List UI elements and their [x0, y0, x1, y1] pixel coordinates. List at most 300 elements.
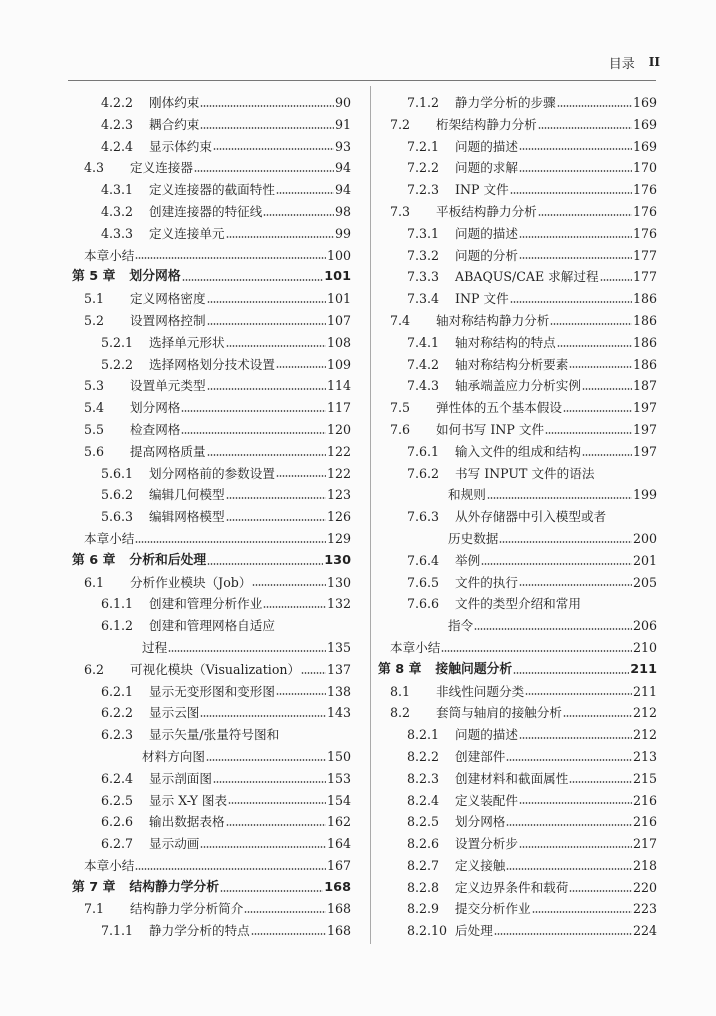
toc-entry-number: 8.1: [390, 683, 411, 699]
toc-entry-page: 186: [632, 356, 657, 372]
toc-entry-title: 套筒与轴肩的接触分析: [436, 705, 562, 721]
toc-entry[interactable]: [378, 441, 657, 463]
toc-entry[interactable]: [72, 354, 351, 376]
dot-leader: [207, 563, 323, 565]
dot-leader: [506, 824, 632, 826]
toc-entry[interactable]: [378, 484, 657, 506]
toc-entry[interactable]: [378, 92, 657, 114]
toc-entry-title: 设置网格控制: [130, 312, 206, 328]
toc-entry[interactable]: [72, 114, 351, 136]
toc-entry-page: 167: [326, 857, 351, 873]
toc-entry[interactable]: [378, 288, 657, 310]
toc-entry[interactable]: [72, 855, 351, 877]
toc-entry-page: 132: [326, 596, 351, 612]
toc-entry[interactable]: [72, 92, 351, 114]
toc-entry-number: 7.3: [390, 203, 411, 219]
toc-entry-page: 176: [632, 203, 657, 219]
toc-entry[interactable]: [72, 441, 351, 463]
toc-entry[interactable]: [378, 397, 657, 419]
toc-entry[interactable]: [378, 506, 657, 528]
toc-entry[interactable]: [378, 746, 657, 768]
toc-entry[interactable]: [378, 114, 657, 136]
dot-leader: [194, 170, 334, 172]
toc-entry-page: 215: [632, 770, 657, 786]
toc-entry[interactable]: [72, 310, 351, 332]
toc-entry-page: 211: [632, 683, 657, 699]
toc-entry[interactable]: [72, 659, 351, 681]
toc-entry[interactable]: [378, 179, 657, 201]
toc-entry[interactable]: [378, 768, 657, 790]
toc-entry-title: 定义边界条件和载荷: [455, 879, 569, 895]
toc-entry[interactable]: [72, 615, 351, 637]
toc-entry[interactable]: [378, 550, 657, 572]
dot-leader: [276, 192, 334, 194]
toc-entry[interactable]: [72, 593, 351, 615]
toc-entry[interactable]: [72, 223, 351, 245]
dot-leader: [213, 148, 334, 150]
dot-leader: [200, 715, 326, 717]
toc-entry-title: 定义装配件: [455, 792, 518, 808]
dot-leader: [545, 432, 632, 434]
toc-entry-title: 划分网格: [129, 269, 181, 285]
toc-entry-number: 7.1.1: [101, 923, 134, 939]
toc-entry[interactable]: [72, 528, 351, 550]
toc-entry[interactable]: [72, 484, 351, 506]
toc-entry[interactable]: [378, 681, 657, 703]
dot-leader: [182, 279, 324, 281]
toc-entry-page: 216: [632, 814, 657, 830]
toc-entry[interactable]: [72, 506, 351, 528]
toc-entry-number: 6.2.5: [101, 792, 134, 808]
toc-entry[interactable]: [378, 223, 657, 245]
toc-entry[interactable]: [72, 201, 351, 223]
toc-entry-number: 7.5: [390, 400, 411, 416]
toc-entry-page: 120: [326, 421, 351, 437]
toc-entry-page: 186: [632, 291, 657, 307]
toc-entry-page: 200: [632, 530, 657, 546]
toc-entry[interactable]: [72, 375, 351, 397]
toc-entry-page: 206: [632, 618, 657, 634]
toc-entry-page: 223: [632, 901, 657, 917]
toc-entry[interactable]: [378, 310, 657, 332]
toc-entry-title: 静力学分析的步骤: [455, 95, 556, 110]
toc-right-column: [378, 92, 657, 942]
toc-entry-page: 216: [632, 792, 657, 808]
toc-entry-number: 4.2.4: [101, 138, 134, 154]
toc-entry-page: 98: [334, 203, 351, 219]
toc-entry-page: 91: [334, 116, 351, 132]
toc-entry-page: 122: [326, 465, 351, 481]
dot-leader: [569, 366, 632, 368]
toc-entry[interactable]: [378, 833, 657, 855]
toc-entry-page: 114: [326, 378, 351, 394]
toc-entry[interactable]: [378, 898, 657, 920]
toc-entry[interactable]: [72, 790, 351, 812]
toc-entry[interactable]: [72, 746, 351, 768]
toc-entry-number: 5.2: [84, 312, 105, 328]
toc-entry-number: 4.2.3: [101, 116, 134, 132]
toc-entry-title: 检查网格: [130, 421, 181, 437]
toc-entry-number: 8.2.2: [407, 748, 440, 764]
dot-leader: [228, 802, 326, 804]
toc-entry-page: 107: [326, 312, 351, 328]
dot-leader: [600, 279, 632, 281]
toc-entry[interactable]: [378, 136, 657, 158]
toc-entry-number: 8.2: [390, 705, 411, 721]
toc-entry-page: 168: [324, 879, 351, 895]
toc-entry-title: 分析作业模块（Job）: [130, 574, 252, 590]
dot-leader: [244, 911, 326, 913]
toc-entry-page: 108: [326, 334, 351, 350]
toc-entry[interactable]: [72, 157, 351, 179]
dot-leader: [519, 236, 632, 238]
toc-entry-number: 7.6.5: [407, 574, 440, 590]
toc-entry[interactable]: [378, 528, 657, 550]
toc-entry[interactable]: [72, 920, 351, 942]
toc-entry-number: 5.6: [84, 443, 105, 459]
dot-leader: [487, 497, 632, 499]
toc-entry-title: 本章小结: [84, 857, 135, 873]
toc-entry-title: 定义网格密度: [130, 291, 206, 307]
toc-entry-number: 7.3.3: [407, 269, 440, 285]
dot-leader: [506, 759, 632, 761]
toc-entry-title: 非线性问题分类: [436, 683, 525, 699]
toc-entry-title: 文件的类型介绍和常用: [455, 596, 581, 612]
toc-entry[interactable]: [378, 572, 657, 594]
dot-leader: [506, 868, 632, 870]
toc-entry[interactable]: [378, 724, 657, 746]
toc-entry-title: ABAQUS/CAE 求解过程: [455, 269, 599, 285]
toc-entry-page: 168: [326, 923, 351, 939]
toc-entry-number: 5.6.1: [101, 465, 134, 481]
toc-entry-title: 显示无变形图和变形图: [149, 683, 275, 699]
toc-entry-page: 101: [326, 291, 351, 307]
toc-entry[interactable]: [378, 790, 657, 812]
toc-entry-page: 224: [632, 923, 657, 939]
toc-entry[interactable]: [378, 855, 657, 877]
toc-chapter-entry[interactable]: [72, 550, 351, 572]
toc-entry-title: 本章小结: [390, 639, 441, 655]
toc-entry-title: INP 文件: [455, 291, 509, 307]
toc-entry-number: 第 8 章: [378, 661, 422, 677]
toc-entry-page: 153: [326, 770, 351, 786]
toc-entry-page: 170: [632, 160, 657, 176]
toc-entry[interactable]: [378, 375, 657, 397]
dot-leader: [499, 541, 632, 543]
toc-entry-title: 和规则: [448, 487, 486, 503]
toc-entry-title: 问题的求解: [455, 160, 518, 176]
toc-entry-page: 154: [326, 792, 351, 808]
dot-leader: [226, 519, 326, 521]
toc-entry-title: 提交分析作业: [455, 901, 531, 917]
toc-entry[interactable]: [378, 702, 657, 724]
dot-leader: [557, 105, 632, 107]
toc-entry[interactable]: [72, 419, 351, 441]
toc-entry[interactable]: [378, 877, 657, 899]
toc-entry-number: 6.2.6: [101, 814, 134, 830]
toc-entry-page: 218: [632, 857, 657, 873]
toc-entry-title: 定义接触: [455, 857, 506, 873]
toc-entry-title: 本章小结: [84, 530, 135, 546]
toc-entry-page: 176: [632, 225, 657, 241]
toc-entry-number: 4.3.1: [101, 182, 134, 198]
dot-leader: [519, 148, 632, 150]
toc-entry[interactable]: [72, 724, 351, 746]
toc-entry-page: 217: [632, 836, 657, 852]
toc-entry-number: 7.6.3: [407, 509, 440, 525]
dot-leader: [226, 345, 326, 347]
dot-leader: [510, 192, 632, 194]
toc-entry-title: 编辑几何模型: [149, 487, 225, 503]
dot-leader: [263, 214, 334, 216]
dot-leader: [563, 715, 632, 717]
toc-entry-title: 静力学分析的特点: [149, 923, 250, 939]
toc-entry-number: 4.3: [84, 160, 105, 176]
toc-entry-title: 文件的执行: [455, 574, 518, 590]
toc-entry-title: 设置单元类型: [130, 378, 206, 394]
toc-entry-title: 可视化模块（Visualization）: [130, 661, 301, 677]
toc-entry-number: 7.6.4: [407, 552, 440, 568]
dot-leader: [226, 824, 326, 826]
toc-entry[interactable]: [72, 397, 351, 419]
toc-entry-page: 211: [630, 661, 657, 677]
toc-entry-page: 94: [334, 160, 351, 176]
toc-entry-page: 186: [632, 334, 657, 350]
dot-leader: [301, 672, 326, 674]
toc-entry[interactable]: [72, 463, 351, 485]
toc-entry[interactable]: [72, 811, 351, 833]
toc-entry-title: 显示动画: [149, 836, 200, 852]
running-head-section: 目录: [608, 56, 635, 72]
toc-entry-number: 8.2.7: [407, 857, 440, 873]
dot-leader: [563, 410, 632, 412]
toc-entry-page: 123: [326, 487, 351, 503]
toc-entry-title: 后处理: [455, 923, 493, 939]
toc-entry[interactable]: [72, 332, 351, 354]
toc-entry[interactable]: [72, 768, 351, 790]
dot-leader: [538, 127, 632, 129]
toc-entry-page: 93: [334, 138, 351, 154]
toc-entry-page: 150: [326, 748, 351, 764]
toc-entry-title: 轴对称结构静力分析: [436, 312, 550, 328]
toc-entry-number: 6.1.1: [101, 596, 134, 612]
toc-entry-number: 8.2.10: [407, 923, 448, 939]
toc-entry-page: 130: [326, 574, 351, 590]
toc-entry-number: 7.1.2: [407, 95, 440, 110]
dot-leader: [532, 911, 632, 913]
toc-entry-title: 输入文件的组成和结构: [455, 443, 581, 459]
toc-entry-title: 定义连接器: [130, 160, 193, 176]
toc-entry-number: 8.2.6: [407, 836, 440, 852]
toc-entry-title: 创建和管理分析作业: [149, 596, 263, 612]
toc-entry-title: 设置分析步: [455, 836, 518, 852]
toc-entry-title: 问题的描述: [455, 138, 518, 154]
toc-entry-title: 历史数据: [448, 530, 499, 546]
toc-entry-number: 第 5 章: [72, 269, 116, 285]
dot-leader: [519, 846, 632, 848]
toc-entry-page: 137: [326, 661, 351, 677]
toc-entry-number: 8.2.3: [407, 770, 440, 786]
dot-leader: [181, 432, 326, 434]
toc-left-column: [72, 92, 351, 942]
toc-entry-number: 6.1: [84, 574, 105, 590]
toc-chapter-entry[interactable]: [72, 877, 351, 899]
toc-entry[interactable]: [378, 811, 657, 833]
dot-leader: [276, 475, 326, 477]
toc-entry[interactable]: [72, 572, 351, 594]
toc-entry-number: 5.1: [84, 291, 105, 307]
toc-entry-title: 划分网格: [455, 814, 506, 830]
toc-entry-title: 平板结构静力分析: [436, 203, 537, 219]
toc-entry-number: 8.2.8: [407, 879, 440, 895]
toc-entry-title: 材料方向图: [142, 748, 205, 764]
toc-entry-title: 从外存储器中引入模型或者: [455, 509, 607, 525]
dot-leader: [441, 650, 632, 652]
toc-entry-page: 176: [632, 182, 657, 198]
toc-entry-number: 5.2.1: [101, 334, 134, 350]
toc-entry[interactable]: [72, 245, 351, 267]
dot-leader: [550, 323, 632, 325]
toc-entry-title: 耦合约束: [149, 116, 200, 132]
toc-entry-page: 169: [632, 138, 657, 154]
toc-entry-number: 7.3.1: [407, 225, 440, 241]
toc-entry-title: 显示剖面图: [149, 770, 212, 786]
toc-entry[interactable]: [378, 637, 657, 659]
toc-entry-page: 143: [326, 705, 351, 721]
dot-leader: [135, 257, 326, 259]
dot-leader: [474, 628, 632, 630]
toc-entry-number: 7.6.2: [407, 465, 440, 481]
toc-entry-page: 169: [632, 95, 657, 110]
dot-leader: [519, 802, 632, 804]
dot-leader: [538, 214, 632, 216]
toc-entry-title: 本章小结: [84, 247, 135, 263]
toc-entry-page: 199: [632, 487, 657, 503]
toc-entry[interactable]: [378, 615, 657, 637]
toc-entry[interactable]: [378, 593, 657, 615]
toc-entry[interactable]: [378, 332, 657, 354]
toc-entry-page: 210: [632, 639, 657, 655]
toc-chapter-entry[interactable]: [378, 659, 657, 681]
toc-entry-number: 7.6.6: [407, 596, 440, 612]
header-rule: [68, 80, 656, 81]
toc-entry-page: 99: [334, 225, 351, 241]
dot-leader: [513, 672, 629, 674]
toc-entry-number: 5.3: [84, 378, 105, 394]
toc-entry[interactable]: [72, 288, 351, 310]
toc-entry-title: INP 文件: [455, 182, 509, 198]
toc-entry-number: 7.2: [390, 116, 411, 132]
toc-entry[interactable]: [378, 463, 657, 485]
toc-entry[interactable]: [378, 920, 657, 942]
dot-leader: [226, 497, 326, 499]
toc-entry-page: 138: [326, 683, 351, 699]
toc-entry-number: 5.4: [84, 400, 105, 416]
toc-entry-number: 7.2.1: [407, 138, 440, 154]
toc-entry-title: 如何书写 INP 文件: [436, 421, 545, 437]
toc-entry-number: 6.1.2: [101, 618, 134, 634]
toc-entry-page: 197: [632, 400, 657, 416]
dot-leader: [206, 759, 326, 761]
toc-entry-title: 显示云图: [149, 705, 200, 721]
dot-leader: [519, 584, 632, 586]
toc-entry-title: 创建连接器的特征线: [149, 203, 263, 219]
toc-entry-number: 7.4: [390, 312, 411, 328]
toc-entry-number: 8.2.9: [407, 901, 440, 917]
dot-leader: [510, 301, 632, 303]
toc-entry-title: 划分网格前的参数设置: [149, 465, 275, 481]
toc-entry[interactable]: [72, 681, 351, 703]
toc-entry-page: 212: [632, 727, 657, 743]
dot-leader: [207, 323, 326, 325]
toc-entry[interactable]: [378, 201, 657, 223]
toc-entry-title: 输出数据表格: [149, 814, 225, 830]
dot-leader: [276, 693, 326, 695]
dot-leader: [557, 345, 632, 347]
dot-leader: [220, 890, 323, 892]
toc-entry-page: 100: [326, 247, 351, 263]
toc-entry-title: 轴对称结构分析要素: [455, 356, 569, 372]
toc-entry-title: 刚体约束: [149, 95, 200, 110]
toc-entry-title: 接触问题分析: [435, 661, 513, 677]
toc-entry[interactable]: [378, 266, 657, 288]
toc-entry-page: 122: [326, 443, 351, 459]
dot-leader: [226, 236, 334, 238]
toc-entry-title: 举例: [455, 552, 481, 568]
toc-entry-title: 定义连接单元: [149, 225, 225, 241]
toc-entry-title: 显示矢量/张量符号图和: [149, 727, 280, 743]
toc-entry-number: 7.4.3: [407, 378, 440, 394]
toc-entry-number: 7.2.2: [407, 160, 440, 176]
toc-entry[interactable]: [378, 157, 657, 179]
toc-entry[interactable]: [378, 419, 657, 441]
toc-entry-number: 5.6.2: [101, 487, 134, 503]
toc-entry-page: 197: [632, 421, 657, 437]
toc-entry[interactable]: [72, 136, 351, 158]
toc-entry-title: 轴对称结构的特点: [455, 334, 556, 350]
toc-entry-number: 7.3.2: [407, 247, 440, 263]
toc-entry[interactable]: [378, 245, 657, 267]
toc-entry-page: 186: [632, 312, 657, 328]
toc-entry-number: 6.2.3: [101, 727, 134, 743]
dot-leader: [207, 301, 326, 303]
toc-entry-title: 选择网格划分技术设置: [149, 356, 275, 372]
toc-entry-number: 6.2: [84, 661, 105, 677]
toc-entry[interactable]: [72, 702, 351, 724]
toc-entry[interactable]: [72, 833, 351, 855]
toc-entry-title: 编辑网格模型: [149, 509, 225, 525]
toc-entry[interactable]: [72, 898, 351, 920]
toc-entry-title: 显示体约束: [149, 138, 212, 154]
toc-entry-page: 177: [632, 247, 657, 263]
toc-entry-number: 7.2.3: [407, 182, 440, 198]
toc-entry-number: 8.2.4: [407, 792, 440, 808]
toc-entry-page: 126: [326, 509, 351, 525]
dot-leader: [525, 693, 632, 695]
toc-entry-title: 指令: [448, 618, 474, 634]
toc-entry[interactable]: [378, 354, 657, 376]
toc-entry-title: 弹性体的五个基本假设: [436, 400, 562, 416]
column-divider: [370, 86, 371, 944]
toc-entry[interactable]: [72, 637, 351, 659]
toc-entry[interactable]: [72, 179, 351, 201]
dot-leader: [200, 846, 326, 848]
toc-entry-page: 94: [334, 182, 351, 198]
toc-entry-number: 4.3.3: [101, 225, 134, 241]
toc-entry-title: 分析和后处理: [129, 552, 207, 568]
toc-entry-title: 问题的描述: [455, 225, 518, 241]
toc-chapter-entry[interactable]: [72, 266, 351, 288]
